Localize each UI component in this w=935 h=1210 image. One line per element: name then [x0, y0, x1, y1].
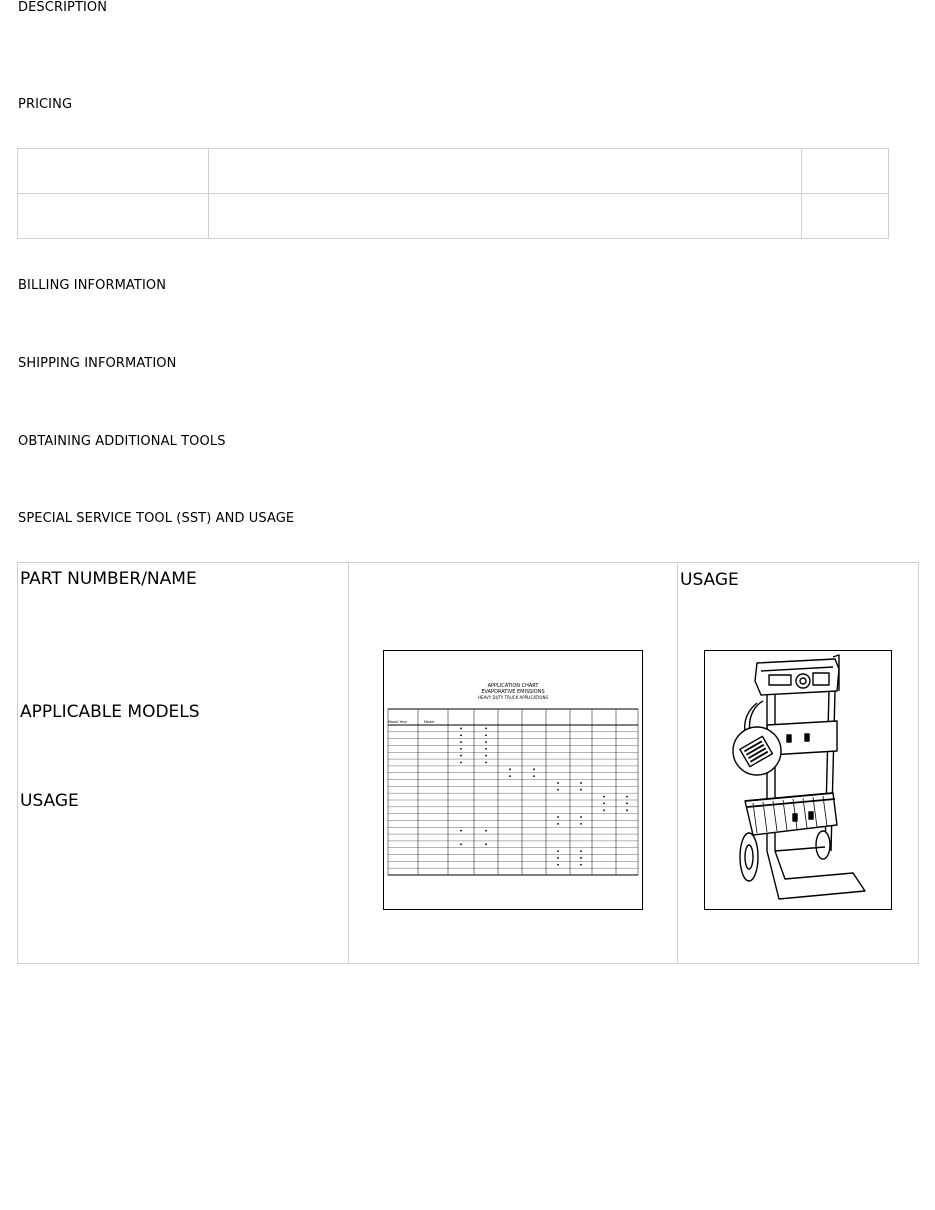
applicable-models-label: APPLICABLE MODELS — [20, 702, 200, 722]
usage-label: USAGE — [20, 791, 79, 811]
chart-col-model: Model — [424, 720, 435, 724]
billing-heading: BILLING INFORMATION — [18, 278, 167, 293]
chart-col-model-year: Model Year — [388, 720, 408, 724]
pricing-table — [17, 148, 889, 239]
sst-heading: SPECIAL SERVICE TOOL (SST) AND USAGE — [18, 511, 295, 526]
table-row — [18, 194, 889, 239]
sst-info-cell — [18, 563, 349, 964]
part-number-label: PART NUMBER/NAME — [20, 569, 197, 589]
chart-title-line1: APPLICATION CHART — [487, 683, 539, 689]
application-chart-drawing — [384, 651, 642, 909]
pricing-cell — [18, 149, 209, 194]
sst-table — [17, 562, 919, 964]
shipping-heading: SHIPPING INFORMATION — [18, 356, 177, 371]
chart-title-line3: HEAVY DUTY TRUCK APPLICATIONS — [478, 695, 548, 700]
pricing-cell — [209, 194, 802, 239]
chart-marks — [460, 728, 628, 866]
sst-usage-cell — [678, 563, 919, 964]
sst-chart-cell — [349, 563, 678, 964]
pricing-cell — [209, 149, 802, 194]
pricing-cell — [18, 194, 209, 239]
chart-title-line2: EVAPORATIVE EMISSIONS — [481, 689, 545, 695]
table-row — [18, 149, 889, 194]
pricing-cell — [802, 194, 889, 239]
obtaining-heading: OBTAINING ADDITIONAL TOOLS — [18, 434, 226, 449]
usage-label-right: USAGE — [680, 570, 739, 590]
pricing-heading: PRICING — [18, 97, 73, 112]
chart-grid — [388, 709, 638, 875]
application-chart-image — [383, 650, 643, 910]
pricing-cell — [802, 149, 889, 194]
table-row — [18, 563, 919, 964]
description-heading: DESCRIPTION — [18, 0, 108, 15]
tester-cart-image — [704, 650, 892, 910]
tester-cart-drawing — [705, 651, 891, 909]
